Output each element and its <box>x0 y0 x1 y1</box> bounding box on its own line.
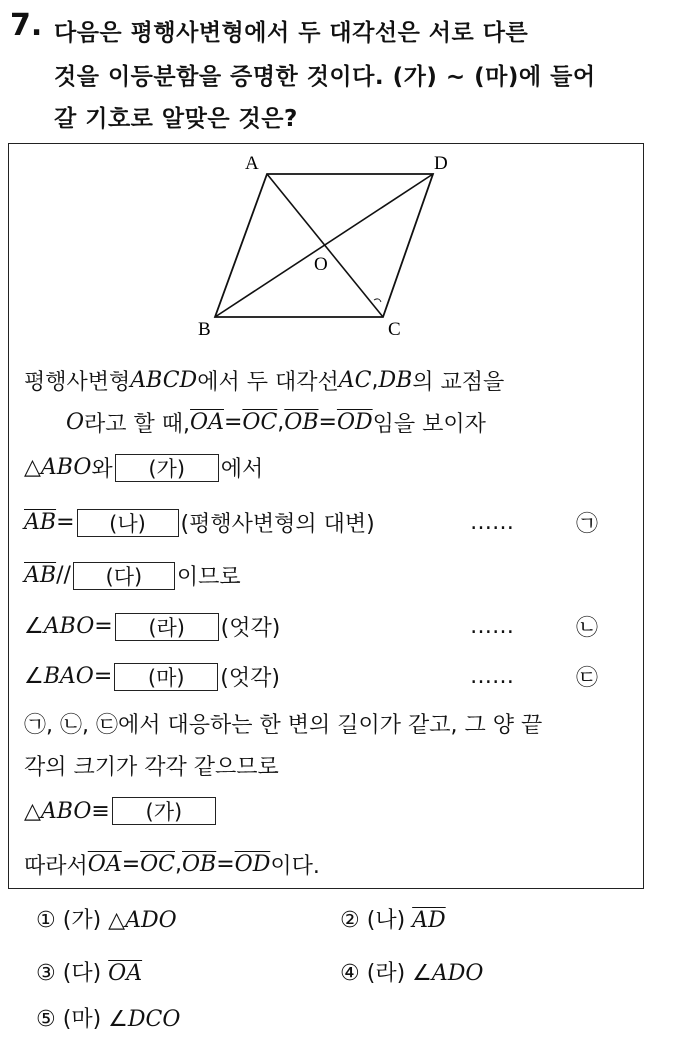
blank-da: (다) <box>73 562 175 590</box>
label-a: A <box>245 153 259 174</box>
mark-3: ㉢ <box>575 666 598 691</box>
blank-na: (나) <box>77 509 179 537</box>
proof-conclusion-2: 각의 크기가 각각 같으므로 <box>24 755 279 780</box>
blank-ga: (가) <box>115 454 219 482</box>
choice-4[interactable]: ④ (라) ∠ADO <box>340 961 484 986</box>
proof-intro-2: O 라고 할 때, $\overline{OA}$ = $\overline{OC}$ , $\overline{OB}$ = $\overline{OD}$ 임을 보이자 <box>66 410 486 437</box>
choice-3[interactable]: ③ (다) $\overline{OA}$ <box>36 961 143 986</box>
question-line-1: 다음은 평행사변형에서 두 대각선은 서로 다른 <box>54 20 529 46</box>
choice-1[interactable]: ① (가) △ADO <box>36 908 177 933</box>
mark-2: ㉡ <box>575 616 598 641</box>
proof-congruence: △ ABO ≡ (가) <box>24 797 218 825</box>
proof-therefore: 따라서 $\overline{OA}$ = $\overline{OC}$ , $\overline{OB}$ = $\overline{OD}$ 이다. <box>24 852 320 879</box>
label-c: C <box>388 319 401 340</box>
proof-intro-1: 평행사변형 ABCD 에서 두 대각선 AC , DB 의 교점을 <box>24 368 505 395</box>
proof-line-angle-bao: ∠ BAO = (마) (엇각) …… ㉢ <box>24 661 624 692</box>
parallelogram-figure <box>180 150 480 345</box>
choice-5[interactable]: ⑤ (마) ∠DCO <box>36 1007 181 1032</box>
label-d: D <box>434 153 448 174</box>
question-line-3: 갈 기호로 알맞은 것은? <box>54 106 298 132</box>
angle-mark-c <box>374 299 381 302</box>
proof-line-angle-abo: ∠ ABO = (라) (엇각) …… ㉡ <box>24 611 624 642</box>
question-line-2: 것을 이등분함을 증명한 것이다. (가) ~ (마)에 들어 <box>54 64 596 90</box>
proof-conclusion-1: ㉠, ㉡, ㉢에서 대응하는 한 변의 길이가 같고, 그 양 끝 <box>24 713 543 738</box>
proof-triangle-line: △ ABO 와 (가) 에서 <box>24 455 264 482</box>
blank-ga-2: (가) <box>112 797 216 825</box>
question-number: 7. <box>10 8 43 43</box>
proof-line-ab-eq: $\overline{AB}$ = (나) (평행사변형의 대변) …… ㉠ <box>24 507 624 538</box>
proof-line-ab-parallel: $\overline{AB}$ // (다) 이므로 <box>24 563 241 590</box>
label-o: O <box>314 254 328 275</box>
diagonal-db <box>215 174 433 317</box>
blank-ma: (마) <box>114 663 218 691</box>
mark-1: ㉠ <box>575 512 598 537</box>
blank-ra: (라) <box>115 613 219 641</box>
choice-2[interactable]: ② (나) $\overline{AD}$ <box>340 908 446 933</box>
label-b: B <box>198 319 211 340</box>
